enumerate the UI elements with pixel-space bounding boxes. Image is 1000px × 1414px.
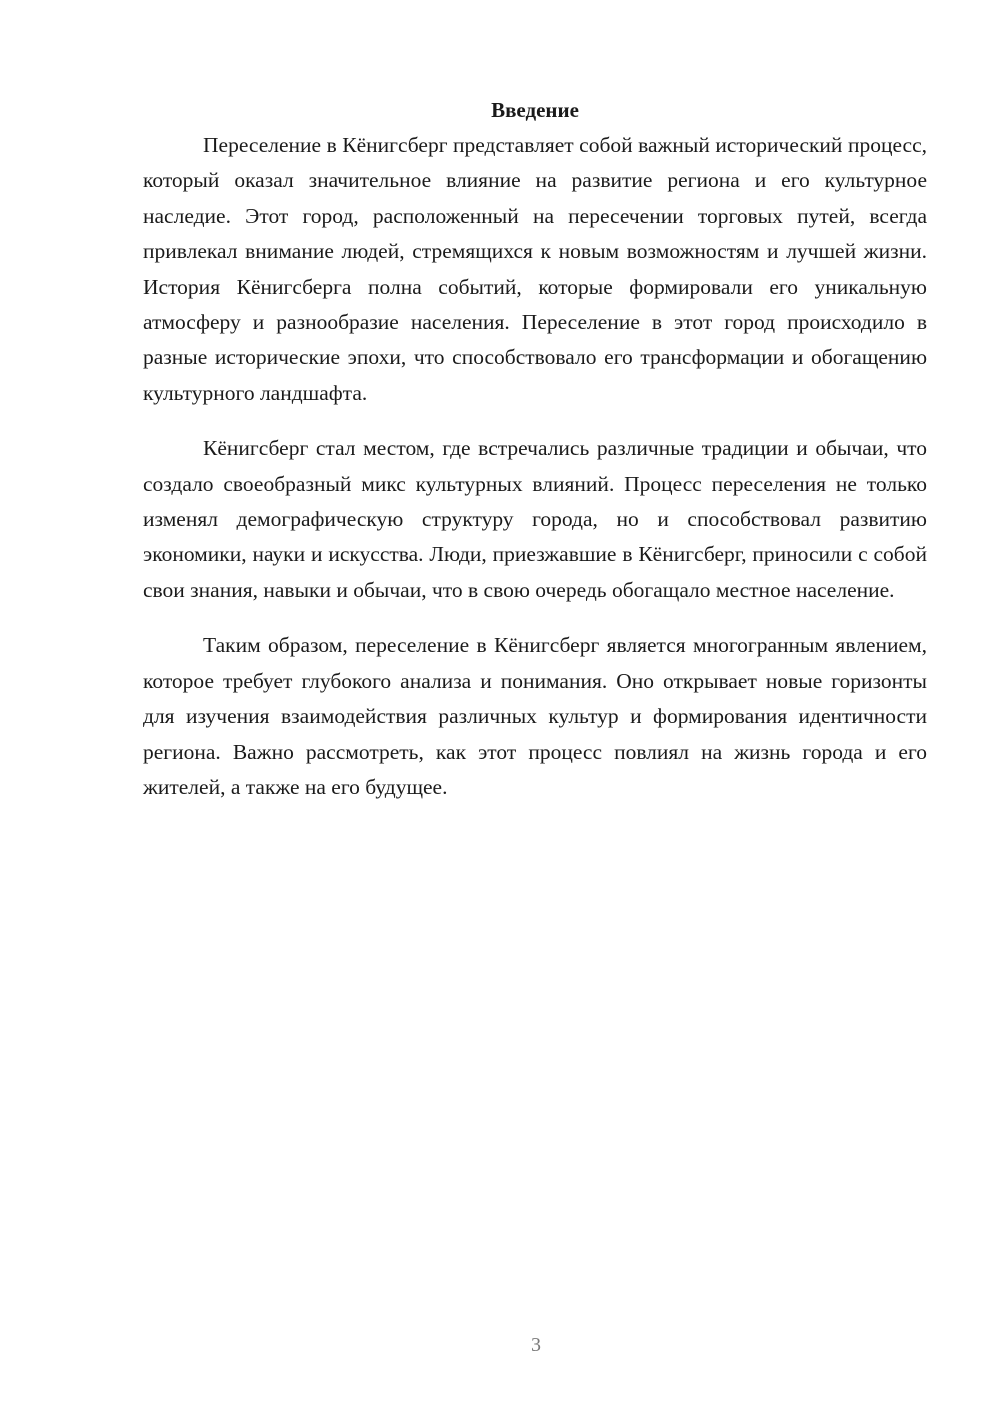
paragraph-1: Переселение в Кёнигсберг представляет собой важный исторический процесс, который оказал значительное влияние на развитие региона и его культурное наследие. Этот город, расположенный на пересечении торговых путей, всегда привлекал внимание людей, стремящихся к новым возможностям и лучшей жизни. История Кёнигсберга полна событий, которые формировали его уникальную атмосферу и разнообразие населения. Переселение в этот город происходило в разные исторические эпохи, что способствовало его трансформации и обогащению культурного ландшафта. xyxy=(143,133,927,405)
paragraph-2: Кёнигсберг стал местом, где встречались различные традиции и обычаи, что создало своеобразный микс культурных влияний. Процесс переселения не только изменял демографическую структуру города, но и способствовал развитию экономики, науки и искусства. Люди, приезжавшие в Кёнигсберг, приносили с собой свои знания, навыки и обычаи, что в свою очередь обогащало местное население. xyxy=(143,436,927,602)
page-content xyxy=(143,93,927,825)
section-heading: Введение xyxy=(491,98,579,122)
page-number: 3 xyxy=(531,1334,541,1356)
paragraph-3: Таким образом, переселение в Кёнигсберг является многогранным явлением, которое требует глубокого анализа и понимания. Оно открывает новые горизонты для изучения взаимодействия различных культур и формирования идентичности региона. Важно рассмотреть, как этот процесс повлиял на жизнь города и его жителей, а также на его будущее. xyxy=(143,633,927,799)
